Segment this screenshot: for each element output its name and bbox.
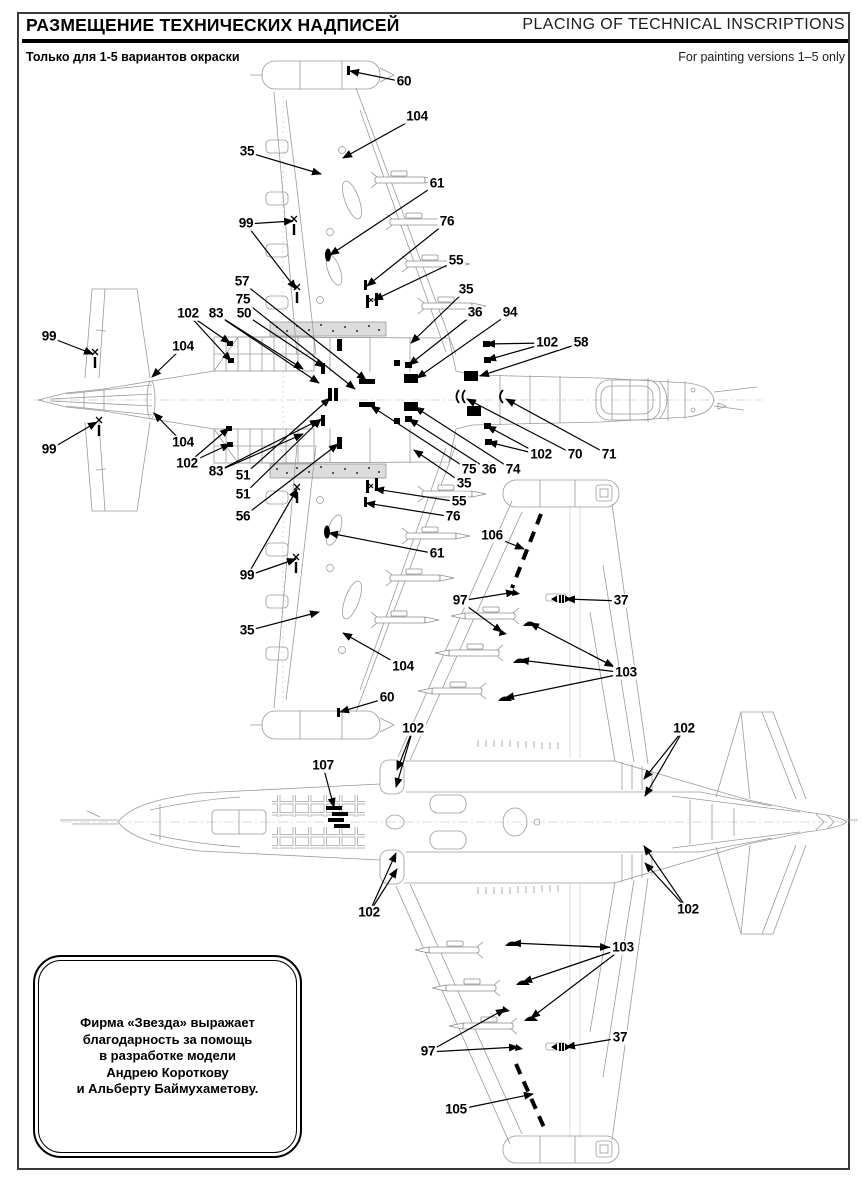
page-title-russian: РАЗМЕЩЕНИЕ ТЕХНИЧЕСКИХ НАДПИСЕЙ	[26, 15, 400, 35]
callout-label-75: 75	[235, 291, 251, 307]
callout-label-61: 61	[429, 545, 445, 561]
callout-label-97: 97	[452, 592, 468, 608]
callout-label-99: 99	[41, 328, 57, 344]
callout-label-102: 102	[358, 904, 380, 920]
credits-text-line: Фирма «Звезда» выражает	[80, 1015, 255, 1031]
callout-label-103: 103	[615, 664, 637, 680]
callout-label-97: 97	[420, 1043, 436, 1059]
callout-label-51: 51	[235, 467, 251, 483]
callout-label-99: 99	[239, 567, 255, 583]
callout-label-57: 57	[234, 273, 250, 289]
callout-label-106: 106	[481, 527, 503, 543]
credits-text-line: Андрею Короткову	[106, 1064, 229, 1080]
callout-label-50: 50	[236, 305, 252, 321]
callout-label-94: 94	[502, 304, 518, 320]
callout-label-83: 83	[208, 463, 224, 479]
aircraft-top-view-drawing	[34, 61, 762, 739]
callout-label-102: 102	[402, 720, 424, 736]
callout-label-105: 105	[445, 1101, 467, 1117]
callout-label-51: 51	[235, 486, 251, 502]
callout-label-75: 75	[461, 461, 477, 477]
callout-label-35: 35	[458, 281, 474, 297]
callout-label-61: 61	[429, 175, 445, 191]
subtitle-russian: Только для 1-5 вариантов окраски	[26, 50, 240, 64]
callout-label-104: 104	[172, 434, 194, 450]
credits-text-line: и Альберту Баймухаметову.	[76, 1081, 259, 1097]
credits-text-line: в разработке модели	[99, 1048, 236, 1064]
callout-label-104: 104	[406, 108, 428, 124]
callout-label-35: 35	[239, 143, 255, 159]
callout-label-76: 76	[439, 213, 455, 229]
callout-label-35: 35	[456, 475, 472, 491]
callout-label-74: 74	[505, 461, 521, 477]
callout-label-102: 102	[677, 901, 699, 917]
callout-label-36: 36	[481, 461, 497, 477]
callout-label-103: 103	[612, 939, 634, 955]
callout-label-99: 99	[238, 215, 254, 231]
callout-label-102: 102	[177, 305, 199, 321]
callout-label-55: 55	[451, 493, 467, 509]
callout-label-102: 102	[673, 720, 695, 736]
callout-label-37: 37	[612, 1029, 628, 1045]
callout-label-36: 36	[467, 304, 483, 320]
callout-label-60: 60	[396, 73, 412, 89]
callout-label-35: 35	[239, 622, 255, 638]
callout-label-102: 102	[530, 446, 552, 462]
callout-label-71: 71	[601, 446, 617, 462]
credits-text-line: благодарность за помощь	[82, 1031, 253, 1047]
callout-label-60: 60	[379, 689, 395, 705]
callout-label-107: 107	[312, 757, 334, 773]
callout-label-99: 99	[41, 441, 57, 457]
credits-box-inner-border	[38, 960, 297, 1153]
callout-label-76: 76	[445, 508, 461, 524]
callout-label-56: 56	[235, 508, 251, 524]
callout-label-37: 37	[613, 592, 629, 608]
page-title-english: PLACING OF TECHNICAL INSCRIPTIONS	[522, 16, 845, 33]
callout-label-104: 104	[172, 338, 194, 354]
callout-label-102: 102	[176, 455, 198, 471]
callout-label-58: 58	[573, 334, 589, 350]
callout-label-55: 55	[448, 252, 464, 268]
callout-label-83: 83	[208, 305, 224, 321]
callout-label-70: 70	[567, 446, 583, 462]
callout-label-102: 102	[536, 334, 558, 350]
subtitle-english: For painting versions 1–5 only	[678, 50, 845, 64]
credits-box	[33, 955, 302, 1158]
callout-label-104: 104	[392, 658, 414, 674]
